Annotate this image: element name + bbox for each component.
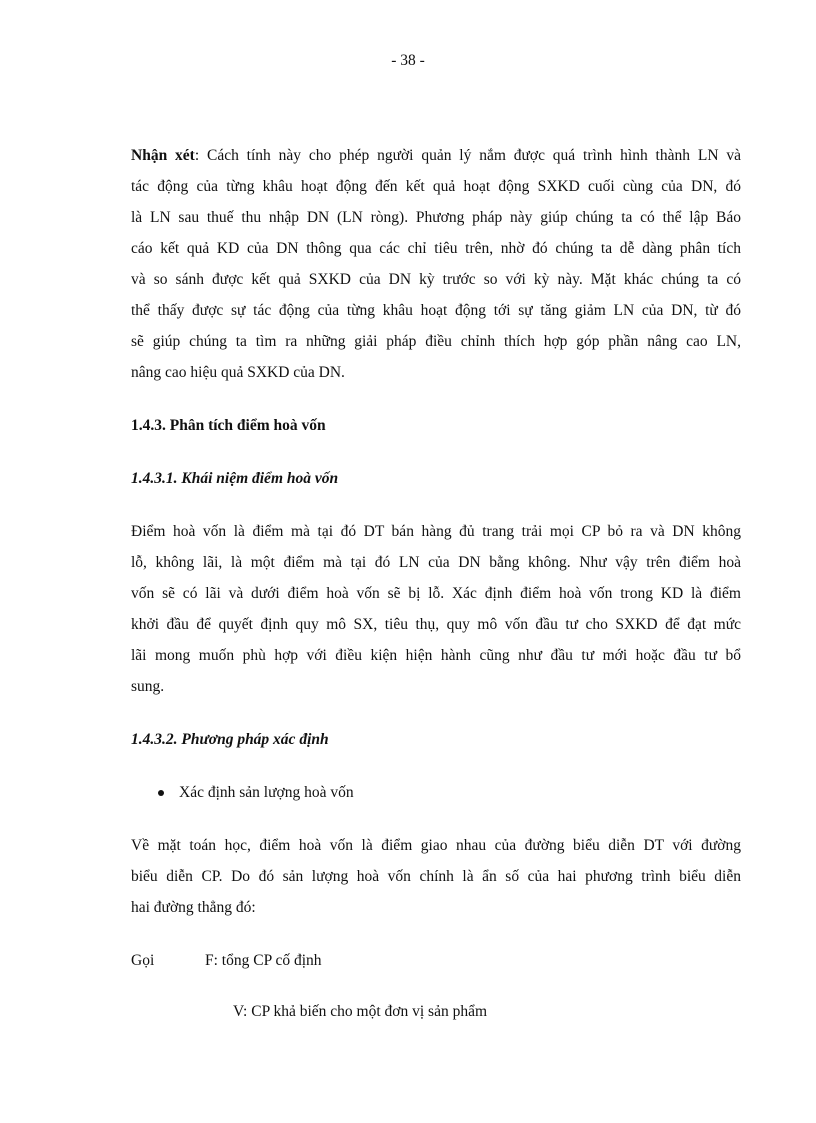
section-heading-1-4-3-2: 1.4.3.2. Phương pháp xác định <box>131 731 329 748</box>
paragraph-line: nâng cao hiệu quả SXKD của DN. <box>131 364 345 381</box>
paragraph-line: sung. <box>131 678 165 695</box>
paragraph-line: sẽ giúp chúng ta tìm ra những giải pháp điều chỉnh thích hợp góp phần nâng cao LN, <box>131 333 741 350</box>
remark-label: Nhận xét <box>131 147 195 164</box>
definition-row-v <box>131 996 741 1027</box>
paragraph-line: Nhận xét: Cách tính này cho phép người quản lý nắm được quá trình hình thành LN và <box>131 147 741 164</box>
definition-label: Gọi <box>131 952 155 969</box>
paragraph-line: lãi mong muốn phù hợp với điều kiện hiện hành cũng như đầu tư mới hoặc đầu tư bổ <box>131 647 741 664</box>
paragraph-line: lỗ, không lãi, là một điểm mà tại đó LN của DN bằng không. Như vậy trên điểm hoà <box>131 554 741 571</box>
paragraph-line: và so sánh được kết quả SXKD của DN kỳ trước so với kỳ này. Mặt khác chúng ta có <box>131 271 741 288</box>
paragraph-line: hai đường thẳng đó: <box>131 899 256 916</box>
remark-paragraph <box>131 140 741 388</box>
page-content <box>131 140 741 1027</box>
math-paragraph <box>131 830 741 923</box>
paragraph-line: cáo kết quả KD của DN thông qua các chỉ tiêu trên, nhờ đó chúng ta dễ dàng phân tích <box>131 240 741 257</box>
bullet-icon <box>158 790 164 796</box>
bullet-item <box>131 777 741 808</box>
paragraph-line: Điểm hoà vốn là điểm mà tại đó DT bán hàng đủ trang trải mọi CP bỏ ra và DN không <box>131 523 741 540</box>
concept-paragraph <box>131 516 741 702</box>
paragraph-line: khởi đầu để quyết định quy mô SX, tiêu thụ, quy mô vốn đầu tư cho SXKD để đạt mức <box>131 616 741 633</box>
page-number: - 38 - <box>391 52 425 69</box>
paragraph-line: Về mặt toán học, điểm hoà vốn là điểm giao nhau của đường biểu diễn DT với đường <box>131 837 741 854</box>
paragraph-line: biểu diễn CP. Do đó sản lượng hoà vốn chính là ẩn số của hai phương trình biểu diễn <box>131 868 741 885</box>
paragraph-line: thể thấy được sự tác động của từng khâu hoạt động tới sự tăng giảm LN của DN, từ đó <box>131 302 741 319</box>
section-heading-1-4-3: 1.4.3. Phân tích điểm hoà vốn <box>131 417 326 434</box>
section-heading-1-4-3-1: 1.4.3.1. Khái niệm điểm hoà vốn <box>131 470 339 487</box>
bullet-text: Xác định sản lượng hoà vốn <box>179 784 354 801</box>
definition-f: F: tổng CP cố định <box>205 952 322 969</box>
paragraph-line: tác động của từng khâu hoạt động đến kết quả hoạt động SXKD cuối cùng của DN, đó <box>131 178 741 195</box>
paragraph-line: là LN sau thuế thu nhập DN (LN ròng). Phương pháp này giúp chúng ta có thể lập Báo <box>131 209 741 226</box>
definition-v: V: CP khả biến cho một đơn vị sản phẩm <box>233 1003 488 1020</box>
paragraph-line: vốn sẽ có lãi và dưới điểm hoà vốn sẽ bị lỗ. Xác định điểm hoà vốn trong KD là điểm <box>131 585 741 602</box>
definition-row-f <box>131 945 741 976</box>
